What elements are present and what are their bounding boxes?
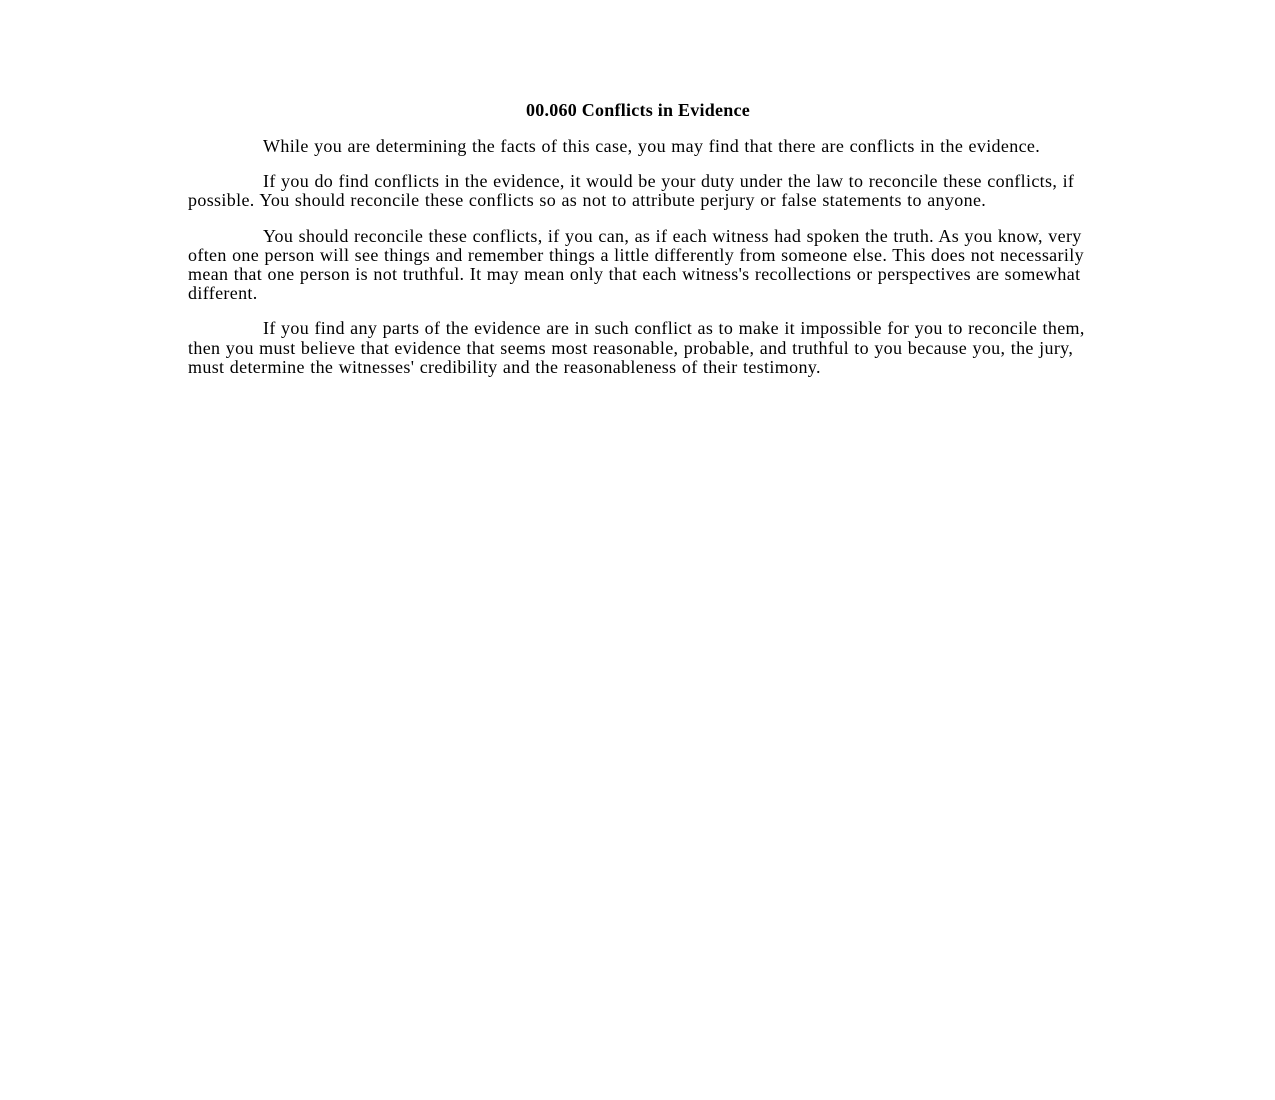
document-title: 00.060 Conflicts in Evidence xyxy=(525,100,750,120)
paragraph-1: While you are determining the facts of this case, you may find that there are conflicts in the evidence. xyxy=(263,136,1041,156)
document-page xyxy=(188,99,1088,377)
paragraph-2: If you do find conflicts in the evidence, it would be your duty under the law to reconcile these conflicts, if possible. You should reconcile these conflicts so as not to attribute perjury or false statements to anyone. xyxy=(188,171,1075,211)
paragraph-3: You should reconcile these conflicts, if you can, as if each witness had spoken the truth. As you know, very often one person will see things and remember things a little differently from someone else. This does not necessarily mean that one person is not truthful. It may mean only that each witness's recollections or perspectives are somewhat different. xyxy=(188,225,1084,304)
paragraph-4: If you find any parts of the evidence are in such conflict as to make it impossible for you to reconcile them, then you must believe that evidence that seems most reasonable, probable, and truthful to you because you, the jury, must determine the witnesses' credibility and the reasonableness of their testimony. xyxy=(188,318,1085,377)
